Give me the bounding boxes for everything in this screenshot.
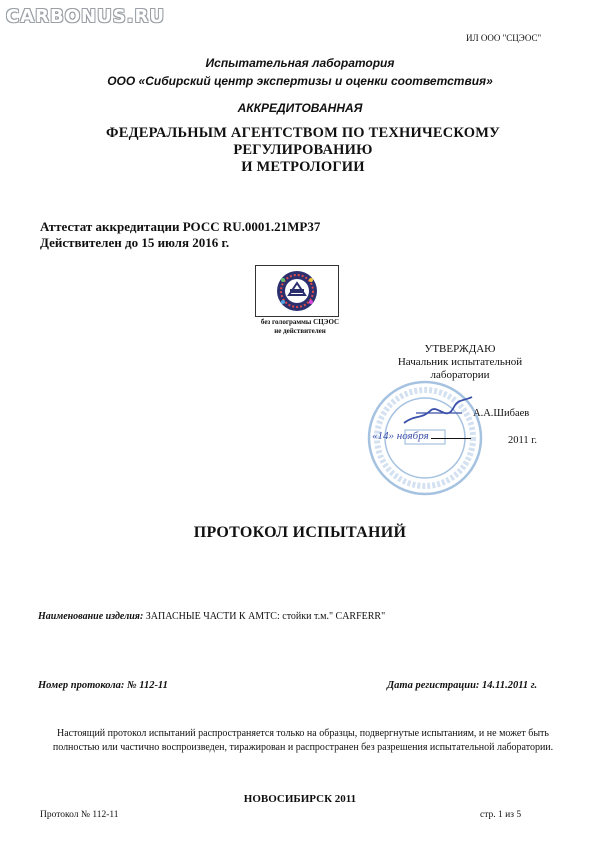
agency-heading [38, 125, 568, 176]
hologram-logo [255, 265, 339, 317]
lab-organization: ООО «Сибирский центр экспертизы и оценки соответствия» [107, 74, 493, 88]
city-year: НОВОСИБИРСК 2011 [243, 793, 357, 805]
approval-date-line [372, 430, 471, 442]
approver-position-line-2: лаборатории [430, 369, 490, 381]
accreditation-valid-until: Действителен до 15 июля 2016 г. [40, 235, 230, 250]
item-value: ЗАПАСНЫЕ ЧАСТИ К АМТС: стойки т.м." CARFERR" [145, 611, 386, 622]
signature-icon [400, 393, 480, 433]
protocol-note-line-1: Настоящий протокол испытаний распространяется только на образцы, подвергнутые испытаниям, и не может быть [57, 728, 549, 739]
lab-title: Испытательная лаборатория [205, 56, 395, 70]
hologram-caption-line-1: без голограммы СЦЭОС [260, 318, 340, 326]
item-line [38, 611, 385, 622]
agency-line-1: ФЕДЕРАЛЬНЫМ АГЕНТСТВОМ ПО ТЕХНИЧЕСКОМУ РЕГУЛИРОВАНИЮ [106, 125, 500, 158]
accreditation-block [40, 219, 320, 251]
protocol-note [38, 727, 568, 755]
protocol-number: Номер протокола: № 112-11 [38, 680, 168, 691]
accredited-label: АККРЕДИТОВАННАЯ [237, 101, 363, 115]
accreditation-certificate: Аттестат аккредитации РОСС RU.0001.21МР37 [40, 219, 321, 234]
approval-handwritten-date: «14» ноября [372, 430, 429, 442]
item-label: Наименование изделия: [38, 611, 144, 622]
protocol-note-line-2: полностью или частично воспроизведен, тиражирован и распространен без разрешения испытательной лаборатории. [52, 742, 554, 753]
hologram-caption-line-2: не действителен [274, 327, 326, 335]
approval-block [380, 343, 540, 382]
site-watermark: CARBONUS.RU [6, 6, 165, 27]
approve-label: УТВЕРЖДАЮ [424, 343, 496, 355]
approver-name: А.А.Шибаев [473, 408, 530, 419]
hologram-emblem-icon [256, 266, 338, 316]
approval-year: 2011 г. [508, 435, 537, 446]
footer-protocol: Протокол № 112-11 [40, 810, 119, 820]
hologram-caption [250, 318, 350, 336]
org-short-name: ИЛ ООО "СЦЭОС" [466, 33, 542, 43]
footer-page-number: стр. 1 из 5 [480, 810, 522, 820]
date-underline [431, 438, 471, 439]
registration-date: Дата регистрации: 14.11.2011 г. [387, 680, 538, 691]
approver-position-line-1: Начальник испытательной [397, 356, 523, 368]
agency-line-2: И МЕТРОЛОГИИ [241, 159, 365, 175]
document-title: ПРОТОКОЛ ИСПЫТАНИЙ [193, 524, 407, 541]
